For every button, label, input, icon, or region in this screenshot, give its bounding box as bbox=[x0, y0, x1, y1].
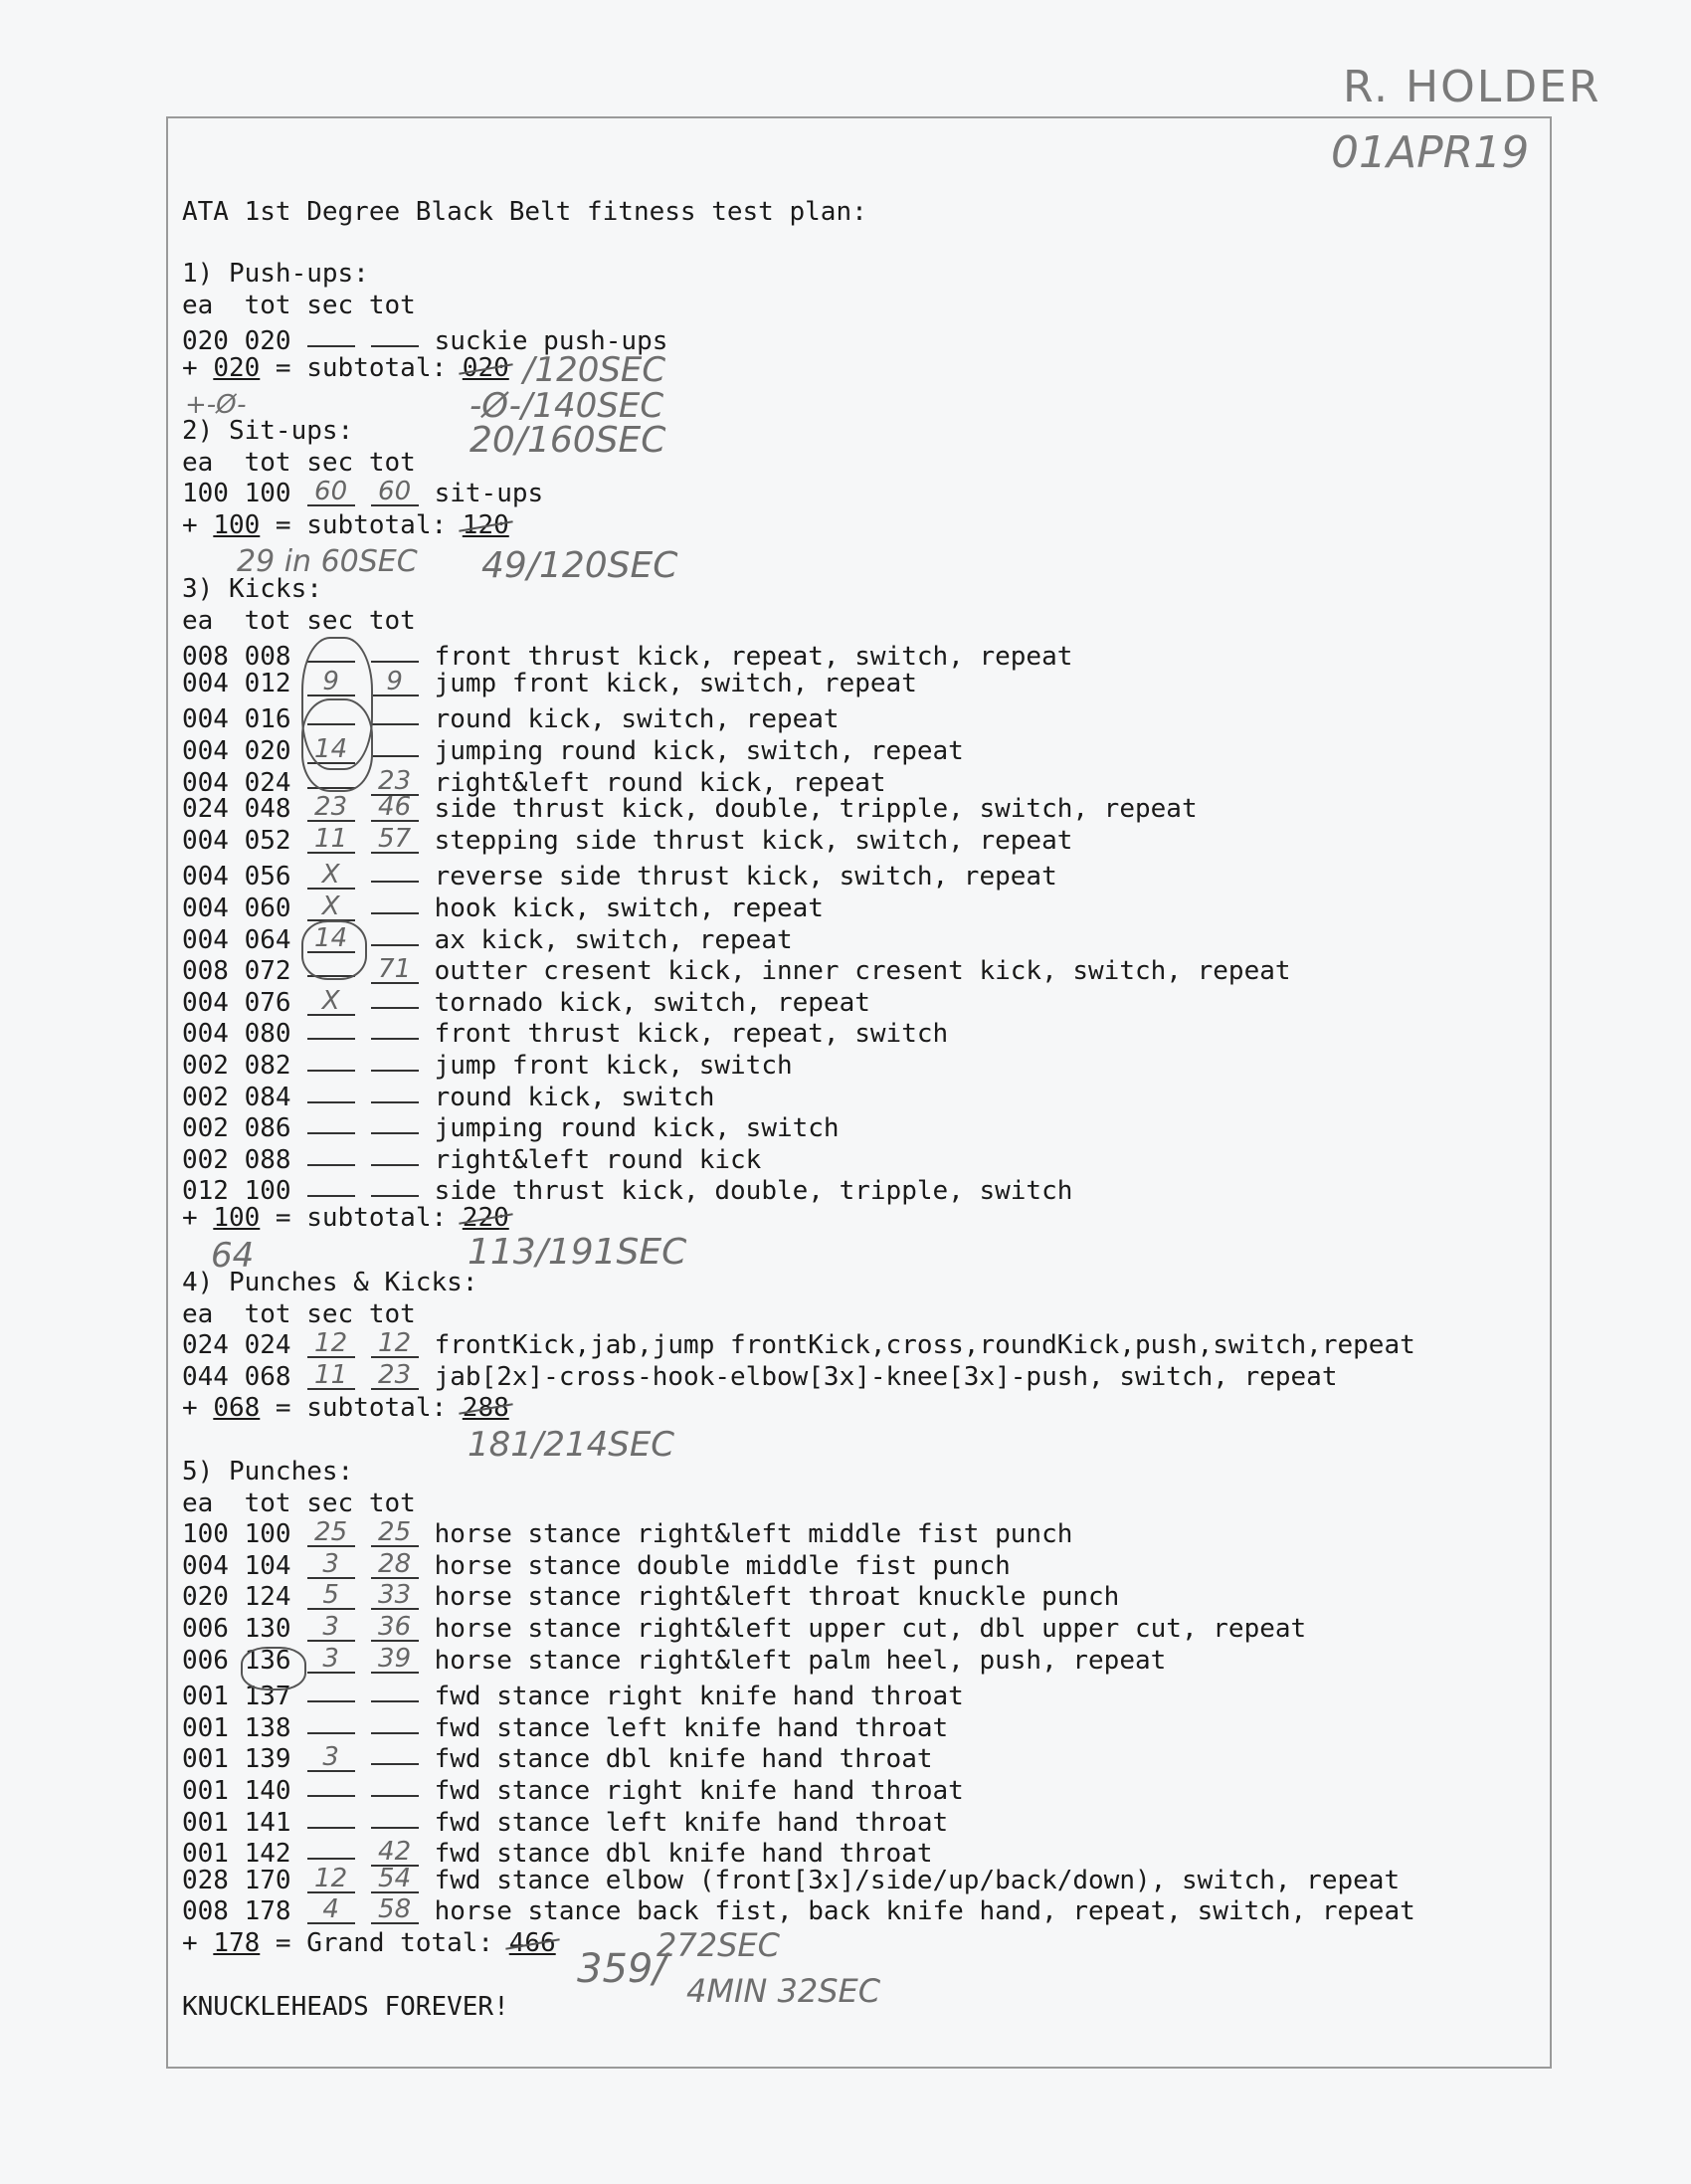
handwritten-note: +-Ø- bbox=[185, 390, 247, 420]
table-row bbox=[182, 857, 1057, 893]
row-cumulative bbox=[371, 1169, 419, 1197]
row-ea: 004 bbox=[182, 893, 245, 923]
row-seconds: 12 bbox=[307, 1866, 355, 1893]
row-description: fwd stance left knife hand throat bbox=[434, 1712, 949, 1743]
row-cumulative bbox=[371, 981, 419, 1009]
section-heading: 5) Punches: bbox=[182, 1457, 354, 1487]
row-cumulative bbox=[371, 1706, 419, 1734]
column-headers: ea tot sec tot bbox=[182, 1298, 416, 1329]
subtotal-label: subtotal: bbox=[306, 1393, 448, 1424]
row-description: jumping round kick, switch bbox=[434, 1113, 840, 1144]
table-row bbox=[182, 1140, 762, 1175]
row-description: jump front kick, switch, repeat bbox=[434, 668, 917, 698]
row-description: side thrust kick, double, tripple, switch bbox=[434, 1176, 1073, 1207]
row-ea: 006 bbox=[182, 1614, 245, 1644]
row-ea: 004 bbox=[182, 825, 245, 856]
table-row bbox=[182, 1771, 964, 1806]
row-description: fwd stance dbl knife hand throat bbox=[434, 1839, 933, 1870]
row-total: 139 bbox=[244, 1744, 291, 1775]
row-seconds: X bbox=[307, 862, 355, 890]
table-row bbox=[182, 1014, 949, 1050]
row-seconds: 14 bbox=[307, 925, 355, 953]
row-description: right&left round kick bbox=[434, 1144, 762, 1175]
subtotal-eq: = bbox=[260, 509, 307, 540]
row-seconds: 60 bbox=[307, 479, 355, 506]
row-description: horse stance double middle fist punch bbox=[434, 1550, 1011, 1581]
row-description: horse stance right&left throat knuckle punch bbox=[434, 1582, 1120, 1613]
row-seconds: 3 bbox=[307, 1646, 355, 1674]
row-cumulative bbox=[371, 887, 419, 914]
table-row bbox=[182, 920, 793, 955]
row-ea: 100 bbox=[182, 1519, 245, 1550]
handwritten-date: 01APR19 bbox=[1331, 127, 1530, 178]
row-description: horse stance right&left middle fist punch bbox=[434, 1519, 1073, 1550]
subtotal-line bbox=[182, 1203, 509, 1233]
handwritten-note: 20/160SEC bbox=[470, 420, 666, 461]
row-description: hook kick, switch, repeat bbox=[434, 893, 824, 923]
table-row bbox=[182, 1046, 793, 1081]
row-total: 020 bbox=[244, 326, 291, 357]
row-description: frontKick,jab,jump frontKick,cross,roundKick,push,switch,repeat bbox=[434, 1330, 1415, 1361]
row-ea: 004 bbox=[182, 862, 245, 893]
table-row bbox=[182, 1078, 715, 1112]
subtotal-add: 178 bbox=[213, 1928, 261, 1958]
row-cumulative: 23 bbox=[371, 768, 419, 796]
row-total: 140 bbox=[244, 1776, 291, 1806]
row-total: 060 bbox=[244, 893, 291, 923]
row-seconds bbox=[307, 1076, 355, 1103]
subtotal-line bbox=[182, 353, 509, 383]
row-total: 124 bbox=[244, 1582, 291, 1613]
row-cumulative bbox=[371, 1138, 419, 1166]
table-row bbox=[182, 321, 668, 357]
row-ea: 004 bbox=[182, 987, 245, 1018]
row-seconds bbox=[307, 1044, 355, 1072]
table-row bbox=[182, 731, 964, 766]
footer-text: KNUCKLEHEADS FOREVER! bbox=[182, 1992, 509, 2022]
row-cumulative bbox=[371, 855, 419, 883]
row-total: 024 bbox=[244, 767, 291, 798]
row-total: 068 bbox=[244, 1361, 291, 1392]
row-total: 138 bbox=[244, 1712, 291, 1743]
row-cumulative: 39 bbox=[371, 1646, 419, 1674]
row-ea: 100 bbox=[182, 479, 245, 509]
row-total: 104 bbox=[244, 1550, 291, 1581]
table-row bbox=[182, 1834, 933, 1870]
row-cumulative: 36 bbox=[371, 1614, 419, 1642]
row-total: 141 bbox=[244, 1807, 291, 1838]
row-ea: 002 bbox=[182, 1082, 245, 1112]
subtotal-plus: + bbox=[182, 1203, 214, 1233]
row-ea: 004 bbox=[182, 668, 245, 698]
row-cumulative: 12 bbox=[371, 1330, 419, 1358]
row-seconds: 3 bbox=[307, 1551, 355, 1579]
table-row bbox=[182, 763, 886, 798]
table-row bbox=[182, 1803, 949, 1838]
row-description: front thrust kick, repeat, switch bbox=[434, 1019, 949, 1050]
column-headers: ea tot sec tot bbox=[182, 447, 416, 478]
row-cumulative bbox=[371, 697, 419, 725]
subtotal-eq: = bbox=[260, 1203, 307, 1233]
handwritten-note: 64 bbox=[211, 1236, 255, 1276]
subtotal-label: subtotal: bbox=[306, 1203, 448, 1233]
row-ea: 004 bbox=[182, 924, 245, 955]
handwritten-note: 113/191SEC bbox=[468, 1232, 687, 1273]
table-row bbox=[182, 1863, 1401, 1895]
row-ea: 006 bbox=[182, 1645, 245, 1676]
row-cumulative: 58 bbox=[371, 1896, 419, 1924]
row-cumulative bbox=[371, 1675, 419, 1702]
table-row bbox=[182, 1739, 933, 1775]
row-ea: 004 bbox=[182, 1550, 245, 1581]
row-seconds bbox=[307, 1138, 355, 1166]
row-total: 100 bbox=[244, 1519, 291, 1550]
table-row bbox=[182, 1108, 840, 1144]
row-cumulative: 54 bbox=[371, 1866, 419, 1893]
row-cumulative bbox=[371, 1076, 419, 1103]
row-cumulative bbox=[371, 729, 419, 757]
row-seconds: 11 bbox=[307, 826, 355, 854]
row-ea: 008 bbox=[182, 642, 245, 673]
row-ea: 012 bbox=[182, 1176, 245, 1207]
row-description: round kick, switch, repeat bbox=[434, 704, 840, 735]
row-cumulative: 23 bbox=[371, 1362, 419, 1390]
row-description: reverse side thrust kick, switch, repeat bbox=[434, 862, 1057, 893]
handwritten-note: 4MIN 32SEC bbox=[686, 1972, 881, 2010]
row-total: 056 bbox=[244, 862, 291, 893]
row-seconds bbox=[307, 1106, 355, 1134]
row-description: fwd stance left knife hand throat bbox=[434, 1807, 949, 1838]
row-seconds bbox=[307, 1012, 355, 1040]
subtotal-eq: = bbox=[260, 1393, 307, 1424]
row-seconds: 14 bbox=[307, 736, 355, 764]
subtotal-eq: = bbox=[260, 1928, 307, 1958]
table-row bbox=[182, 889, 824, 923]
row-description: fwd stance right knife hand throat bbox=[434, 1682, 964, 1712]
row-total: 086 bbox=[244, 1113, 291, 1144]
handwritten-note: 272SEC bbox=[657, 1926, 780, 1964]
row-description: right&left round kick, repeat bbox=[434, 767, 886, 798]
row-ea: 002 bbox=[182, 1051, 245, 1081]
row-seconds bbox=[307, 1769, 355, 1797]
table-row bbox=[182, 1708, 949, 1743]
subtotal-value: 466 bbox=[508, 1928, 556, 1958]
table-row bbox=[182, 983, 870, 1018]
row-description: jumping round kick, switch, repeat bbox=[434, 736, 964, 766]
row-total: 082 bbox=[244, 1051, 291, 1081]
row-ea: 020 bbox=[182, 326, 245, 357]
row-seconds bbox=[307, 1675, 355, 1702]
row-description: horse stance right&left palm heel, push, repeat bbox=[434, 1645, 1167, 1676]
row-seconds: 25 bbox=[307, 1519, 355, 1547]
row-description: stepping side thrust kick, switch, repeat bbox=[434, 825, 1073, 856]
row-cumulative: 28 bbox=[371, 1551, 419, 1579]
row-description: horse stance right&left upper cut, dbl upper cut, repeat bbox=[434, 1614, 1307, 1644]
row-description: tornado kick, switch, repeat bbox=[434, 987, 870, 1018]
row-ea: 001 bbox=[182, 1776, 245, 1806]
row-ea: 008 bbox=[182, 956, 245, 987]
row-cumulative: 33 bbox=[371, 1582, 419, 1610]
subtotal-value: 220 bbox=[462, 1203, 509, 1233]
column-headers: ea tot sec tot bbox=[182, 605, 416, 636]
subtotal-line bbox=[182, 510, 509, 540]
row-total: 137 bbox=[244, 1682, 291, 1712]
row-total: 024 bbox=[244, 1330, 291, 1361]
pencil-circle bbox=[301, 920, 367, 980]
row-total: 136 bbox=[244, 1645, 291, 1676]
row-cumulative bbox=[371, 319, 419, 347]
row-cumulative bbox=[371, 1737, 419, 1765]
subtotal-plus: + bbox=[182, 1928, 214, 1958]
row-total: 100 bbox=[244, 1176, 291, 1207]
subtotal-label: subtotal: bbox=[306, 509, 448, 540]
table-row bbox=[182, 1548, 1011, 1581]
row-cumulative: 71 bbox=[371, 956, 419, 984]
section-heading: 2) Sit-ups: bbox=[182, 416, 354, 446]
row-seconds: X bbox=[307, 988, 355, 1016]
row-cumulative bbox=[371, 1801, 419, 1829]
row-total: 100 bbox=[244, 479, 291, 509]
author-name: R. HOLDER bbox=[1343, 62, 1601, 112]
column-headers: ea tot sec tot bbox=[182, 290, 416, 320]
handwritten-note: 49/120SEC bbox=[481, 545, 678, 586]
subtotal-add: 068 bbox=[213, 1393, 261, 1424]
row-description: outter cresent kick, inner cresent kick, switch, repeat bbox=[434, 956, 1291, 987]
row-seconds: X bbox=[307, 893, 355, 921]
pencil-circle bbox=[301, 698, 373, 792]
row-description: round kick, switch bbox=[434, 1082, 715, 1112]
row-seconds: 12 bbox=[307, 1330, 355, 1358]
handwritten-note: /120SEC bbox=[523, 350, 666, 390]
row-ea: 002 bbox=[182, 1113, 245, 1144]
document-title: ATA 1st Degree Black Belt fitness test plan: bbox=[182, 197, 867, 227]
row-ea: 004 bbox=[182, 767, 245, 798]
row-cumulative: 25 bbox=[371, 1519, 419, 1547]
subtotal-add: 100 bbox=[213, 509, 261, 540]
row-description: side thrust kick, double, tripple, switch, repeat bbox=[434, 794, 1198, 825]
row-description: front thrust kick, repeat, switch, repeat bbox=[434, 642, 1073, 673]
row-seconds bbox=[307, 1169, 355, 1197]
row-seconds bbox=[307, 319, 355, 347]
row-total: 016 bbox=[244, 704, 291, 735]
row-ea: 004 bbox=[182, 704, 245, 735]
row-description: fwd stance right knife hand throat bbox=[434, 1776, 964, 1806]
subtotal-add: 100 bbox=[213, 1203, 261, 1233]
subtotal-space bbox=[447, 1393, 463, 1423]
row-description: fwd stance dbl knife hand throat bbox=[434, 1744, 933, 1775]
subtotal-plus: + bbox=[182, 509, 214, 540]
subtotal-line bbox=[182, 1928, 556, 1958]
table-row bbox=[182, 823, 1073, 856]
handwritten-note: 359/ bbox=[577, 1946, 666, 1992]
subtotal-space bbox=[447, 1203, 463, 1233]
table-row bbox=[182, 479, 543, 508]
row-cumulative: 46 bbox=[371, 794, 419, 822]
row-cumulative: 9 bbox=[371, 669, 419, 696]
subtotal-value: 020 bbox=[462, 352, 509, 383]
subtotal-eq: = bbox=[260, 352, 307, 383]
row-total: 178 bbox=[244, 1896, 291, 1927]
section-heading: 3) Kicks: bbox=[182, 574, 322, 604]
section-heading: 1) Push-ups: bbox=[182, 259, 369, 289]
handwritten-note: 181/214SEC bbox=[468, 1425, 675, 1465]
table-row bbox=[182, 1171, 1073, 1207]
row-cumulative: 42 bbox=[371, 1839, 419, 1867]
row-seconds: 9 bbox=[307, 669, 355, 696]
subtotal-line bbox=[182, 1393, 509, 1423]
row-seconds bbox=[307, 1832, 355, 1860]
row-cumulative bbox=[371, 1012, 419, 1040]
subtotal-label: subtotal: bbox=[306, 352, 448, 383]
row-ea: 002 bbox=[182, 1144, 245, 1175]
row-total: 142 bbox=[244, 1839, 291, 1870]
handwritten-note: 29 in 60SEC bbox=[237, 544, 418, 579]
row-description: jump front kick, switch bbox=[434, 1051, 793, 1081]
row-total: 008 bbox=[244, 642, 291, 673]
row-cumulative bbox=[371, 918, 419, 946]
row-seconds bbox=[307, 1706, 355, 1734]
row-ea: 008 bbox=[182, 1896, 245, 1927]
row-total: 076 bbox=[244, 987, 291, 1018]
table-row bbox=[182, 1896, 1415, 1926]
row-ea: 044 bbox=[182, 1361, 245, 1392]
row-description: sit-ups bbox=[434, 479, 544, 509]
row-cumulative bbox=[371, 635, 419, 663]
row-ea: 020 bbox=[182, 1582, 245, 1613]
section-heading: 4) Punches & Kicks: bbox=[182, 1268, 478, 1297]
table-row bbox=[182, 666, 917, 698]
subtotal-space bbox=[493, 1928, 509, 1958]
row-seconds: 4 bbox=[307, 1896, 355, 1924]
row-ea: 001 bbox=[182, 1839, 245, 1870]
pencil-circle bbox=[241, 1647, 306, 1690]
row-ea: 004 bbox=[182, 1019, 245, 1050]
table-row bbox=[182, 794, 1198, 824]
row-total: 080 bbox=[244, 1019, 291, 1050]
table-row bbox=[182, 1582, 1119, 1612]
row-seconds: 3 bbox=[307, 1614, 355, 1642]
subtotal-space bbox=[447, 353, 463, 383]
subtotal-space bbox=[447, 510, 463, 540]
row-total: 012 bbox=[244, 668, 291, 698]
row-ea: 028 bbox=[182, 1865, 245, 1895]
row-ea: 001 bbox=[182, 1744, 245, 1775]
table-row bbox=[182, 1614, 1306, 1644]
row-total: 064 bbox=[244, 924, 291, 955]
row-ea: 001 bbox=[182, 1807, 245, 1838]
row-ea: 001 bbox=[182, 1712, 245, 1743]
table-row bbox=[182, 1330, 1415, 1360]
row-seconds: 3 bbox=[307, 1744, 355, 1772]
subtotal-add: 020 bbox=[213, 352, 261, 383]
row-ea: 001 bbox=[182, 1682, 245, 1712]
subtotal-plus: + bbox=[182, 1393, 214, 1424]
row-seconds: 5 bbox=[307, 1582, 355, 1610]
row-ea: 004 bbox=[182, 736, 245, 766]
row-cumulative bbox=[371, 1106, 419, 1134]
table-row bbox=[182, 1519, 1072, 1549]
row-total: 048 bbox=[244, 794, 291, 825]
row-cumulative: 57 bbox=[371, 826, 419, 854]
row-description: suckie push-ups bbox=[434, 326, 668, 357]
subtotal-value: 120 bbox=[462, 509, 509, 540]
row-description: jab[2x]-cross-hook-elbow[3x]-knee[3x]-push, switch, repeat bbox=[434, 1361, 1338, 1392]
table-row bbox=[182, 1359, 1338, 1392]
row-seconds bbox=[307, 1801, 355, 1829]
table-row bbox=[182, 699, 840, 735]
row-total: 020 bbox=[244, 736, 291, 766]
column-headers: ea tot sec tot bbox=[182, 1488, 416, 1518]
table-row bbox=[182, 1643, 1167, 1676]
row-ea: 024 bbox=[182, 1330, 245, 1361]
row-ea: 024 bbox=[182, 794, 245, 825]
row-total: 170 bbox=[244, 1865, 291, 1895]
row-description: horse stance back fist, back knife hand, repeat, switch, repeat bbox=[434, 1896, 1415, 1927]
row-description: fwd stance elbow (front[3x]/side/up/back/down), switch, repeat bbox=[434, 1865, 1401, 1895]
row-total: 130 bbox=[244, 1614, 291, 1644]
row-cumulative bbox=[371, 1044, 419, 1072]
subtotal-value: 288 bbox=[462, 1393, 509, 1424]
row-cumulative bbox=[371, 1769, 419, 1797]
row-seconds: 23 bbox=[307, 794, 355, 822]
row-total: 052 bbox=[244, 825, 291, 856]
subtotal-plus: + bbox=[182, 352, 214, 383]
row-total: 084 bbox=[244, 1082, 291, 1112]
handwritten-note: -Ø-/140SEC bbox=[470, 386, 664, 426]
subtotal-label: Grand total: bbox=[306, 1928, 494, 1958]
row-total: 088 bbox=[244, 1144, 291, 1175]
row-seconds: 11 bbox=[307, 1362, 355, 1390]
row-description: ax kick, switch, repeat bbox=[434, 924, 793, 955]
row-cumulative: 60 bbox=[371, 479, 419, 506]
row-total: 072 bbox=[244, 956, 291, 987]
